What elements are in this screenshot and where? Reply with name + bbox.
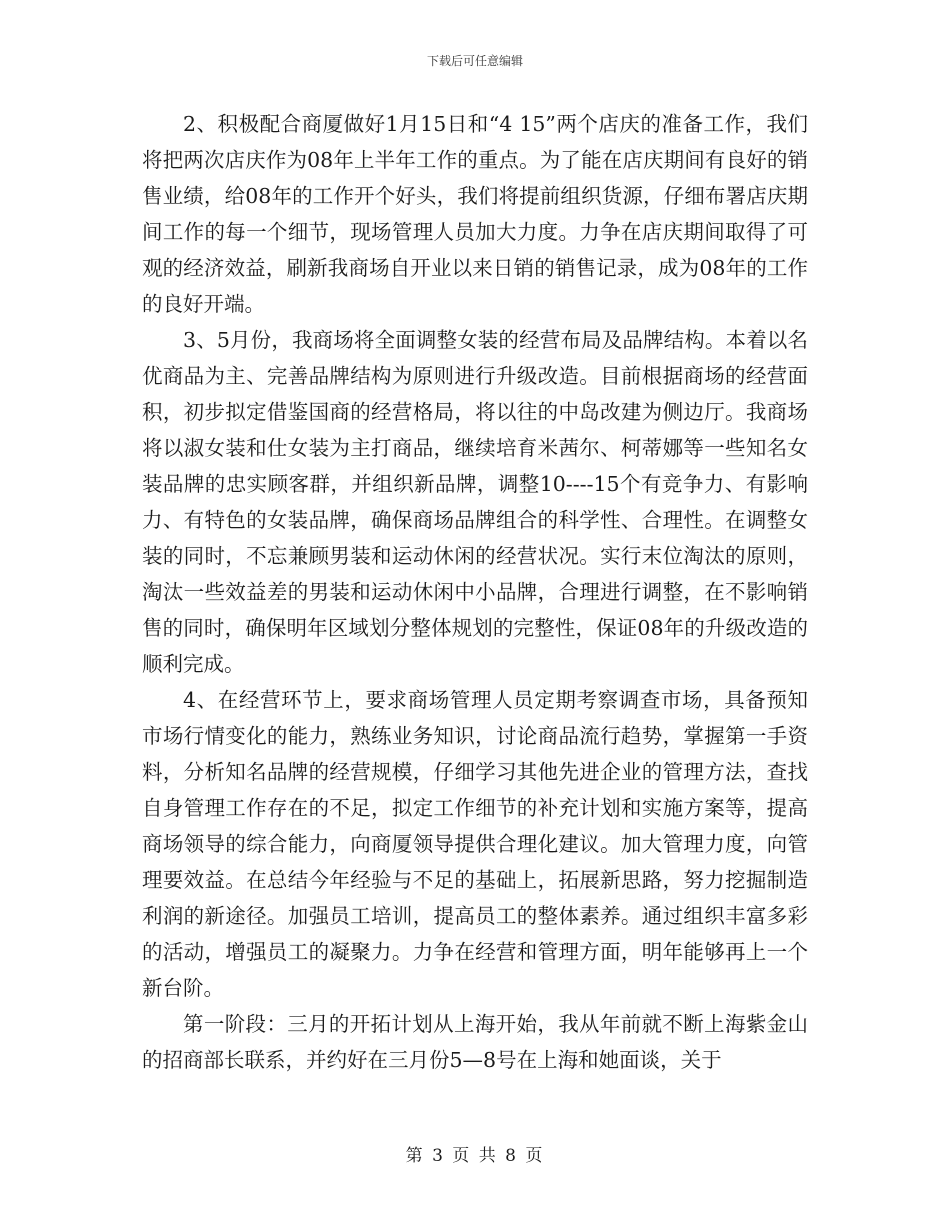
page-header: 下载后可任意编辑: [426, 54, 523, 68]
document-body: [142, 106, 808, 1078]
paragraph-item-3: 3、5月份，我商场将全面调整女装的经营布局及品牌结构。本着以名优商品为主、完善品牌结构为原则进行升级改造。目前根据商场的经营面积，初步拟定借鉴国商的经营格局，将以往的中岛改建为侧边厅。我商场将以淑女装和仕女装为主打商品，继续培育米茜尔、柯蒂娜等一些知名女装品牌的忠实顾客群，并组织新品牌，调整10----15个有竞争力、有影响力、有特色的女装品牌，确保商场品牌组合的科学性、合理性。在调整女装的同时，不忘兼顾男装和运动休闲的经营状况。实行末位淘汰的原则，淘汰一些效益差的男装和运动休闲中小品牌，合理进行调整，在不影响销售的同时，确保明年区域划分整体规划的完整性，保证08年的升级改造的顺利完成。: [142, 328, 808, 676]
page-number-footer: 第 3 页 共 8 页: [405, 1146, 545, 1166]
paragraph-item-2: 2、积极配合商厦做好1月15日和“4 15”两个店庆的准备工作，我们将把两次店庆作为08年上半年工作的重点。为了能在店庆期间有良好的销售业绩，给08年的工作开个好头，我们将提前组织货源，仔细布署店庆期间工作的每一个细节，现场管理人员加大力度。力争在店庆期间取得了可观的经济效益，刷新我商场自开业以来日销的销售记录，成为08年的工作的良好开端。: [142, 112, 808, 316]
paragraph-phase-one: 第一阶段：三月的开拓计划从上海开始，我从年前就不断上海紫金山的招商部长联系，并约好在三月份5—8号在上海和她面谈，关于: [142, 1012, 808, 1072]
paragraph-item-4: 4、在经营环节上，要求商场管理人员定期考察调查市场，具备预知市场行情变化的能力，熟练业务知识，讨论商品流行趋势，掌握第一手资料，分析知名品牌的经营规模，仔细学习其他先进企业的管理方法，查找自身管理工作存在的不足，拟定工作细节的补充计划和实施方案等，提高商场领导的综合能力，向商厦领导提供合理化建议。加大管理力度，向管理要效益。在总结今年经验与不足的基础上，拓展新思路，努力挖掘制造利润的新途径。加强员工培训，提高员工的整体素养。通过组织丰富多彩的活动，增强员工的凝聚力。力争在经营和管理方面，明年能够再上一个新台阶。: [142, 688, 808, 1000]
